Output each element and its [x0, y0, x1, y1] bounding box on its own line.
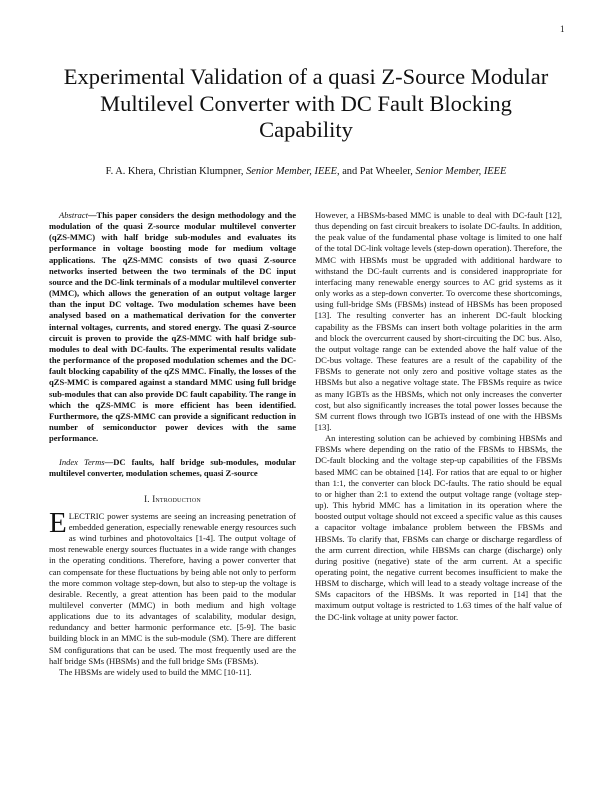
author-names-1: F. A. Khera, Christian Klumpner,	[105, 166, 247, 177]
intro-paragraph-1	[49, 506, 296, 667]
intro-paragraph-2: The HBSMs are widely used to build the MMC [10-11].	[59, 666, 252, 677]
right-column	[315, 210, 562, 623]
right-paragraph-2: An interesting solution can be achieved by combining HBSMs and FBSMs where depending on the ratio of the FBSMs to HBSMs, the DC-fault blocking and the voltage step-up capabilities of the FBSMs based MMC can be obtained [14]. For ratios that are equal to or higher than 1:1, the converter can block DC-faults. The ratio should be equal to or higher than 2:1 to extend the output voltage range (voltage step-up). This hybrid MMC has a limitation in its operation where the boosted output voltage should not exceed a specific value as this causes a capacitor voltage imbalance problem between the FBSMs and HBSMs. To clarify that, FBSMs can charge or discharge regardless of the arm current direction, while HBSMs can charge (discharge) only during positive (negative) state of the arm current. At a specific operating point, the negative current becomes insufficient to make the HBSM to discharge, which will lead to a steady voltage increase of the SMs capacitors of the HBSMs. It was reported in [14] that the maximum output voltage is restricted to 1.63 times of the half value of the DC-link voltage at unity power factor.	[315, 433, 562, 622]
drop-cap: E	[49, 506, 67, 539]
index-terms-label: Index Terms	[59, 457, 105, 468]
abstract-paragraph	[49, 210, 296, 444]
author-affiliation-2: Senior Member, IEEE	[415, 166, 507, 177]
right-paragraph-1: However, a HBSMs-based MMC is unable to deal with DC-fault [12], thus depending on fast circuit breakers to isolate DC-faults. In addition, the peak value of the fundamental phase voltage is limited to one half of the total DC-link voltage levels (step-down operation). Therefore, the MMC with HBSMs must be upgraded with additional hardware to withstand the DC-fault currents and is considered inappropriate for interfacing many renewable energy sources to AC grid systems as it only works as a step-down converter. To overcome these shortcomings, using full-bridge SMs (FBSMs) instead of HBSMs has been proposed [13]. The resulting converter has an inherent DC-fault blocking capability as the FBSMs can insert both voltage polarities in the arm and block the overcurrent caused by short-circuiting the DC bus. Also, the output voltage range can be extended above the half value of the DC-bus voltage. These features are a result of the capability of the FBSMs to generate not only zero and positive voltage states as the HBSMs but also a negative voltage state. The FBSMs require as twice as many IGBTs as the HBSMs, which not only increases the converter cost, but also significantly increases the total power losses because the SM current flows through two IGBTs instead of one with the HBSMs [13].	[315, 210, 562, 432]
page-number: 1	[560, 24, 565, 34]
author-affiliation-1: Senior Member, IEEE	[246, 166, 337, 177]
index-terms-paragraph	[49, 457, 296, 479]
intro-paragraph-1-text: LECTRIC power systems are seeing an increasing penetration of embedded generation, especially renewable energy resources such as wind turbines and photovoltaics [1-4]. The output voltage of most renewable energy sources fluctuates in a wide range with changes in the operating conditions. Therefore, having a power converter that can compensate for these fluctuations by being able not only to perform the more common voltage step-down, but also to step-up the voltage is desirable. Recently, a great attention has been paid to the modular multilevel converter (MMC) in both medium and high voltage applications due to its advantages of scalability, modular design, redundancy and better harmonic performance etc. [5-9]. The basic building block in an MMC is the sub-module (SM). There are different SM configurations that can be used. The most frequently used are the half bridge SMs (HBSMs) and the full bridge SMs (FBSMs).	[49, 510, 296, 666]
section-title: Introduction	[152, 493, 201, 504]
abstract-label: Abstract	[59, 210, 88, 220]
section-heading-introduction	[49, 494, 296, 505]
abstract-text: —This paper considers the design methodology and the modulation of the quasi Z-source modular multilevel converter (qZS-MMC) with half bridge sub-modules and evaluates its performance in voltage boosting mode for medium voltage applications. The qZS-MMC consists of two quasi Z-source networks inserted between the two terminals of the DC input source and the DC-link terminals of a modular multilevel converter (MMC), which allows the generation of an output voltage larger than the input DC voltage. Two modulation schemes have been analysed based on a mathematical derivation for the converter internal voltages, currents, and stored energy. The quasi Z-source circuit is proven to provide the qZS-MMC with half bridge sub-modules to deal with DC-faults. The experimental results validate the performance of the proposed modulation schemes and the DC-fault blocking capability of the qZS MMC. Finally, the losses of the qZS-MMC is compared against a standard MMC using full bridge sub-modules that can also provide DC fault capability. The range in which the qZS-MMC is more efficient has been identified. Furthermore, the qZS-MMC can provide a significant reduction in number of semiconductor power devices with the same performance.	[49, 210, 296, 444]
left-column	[49, 210, 296, 678]
paper-title: Experimental Validation of a quasi Z-Source Modular Multilevel Converter with DC Fault Blocking Capability	[63, 64, 549, 142]
index-terms-text: —DC faults, half bridge sub-modules, modular multilevel converter, modulation schemes, quasi Z-source	[49, 457, 296, 479]
section-numeral: I.	[144, 493, 153, 504]
author-names-2: , and Pat Wheeler,	[337, 166, 416, 177]
author-list	[40, 166, 572, 177]
